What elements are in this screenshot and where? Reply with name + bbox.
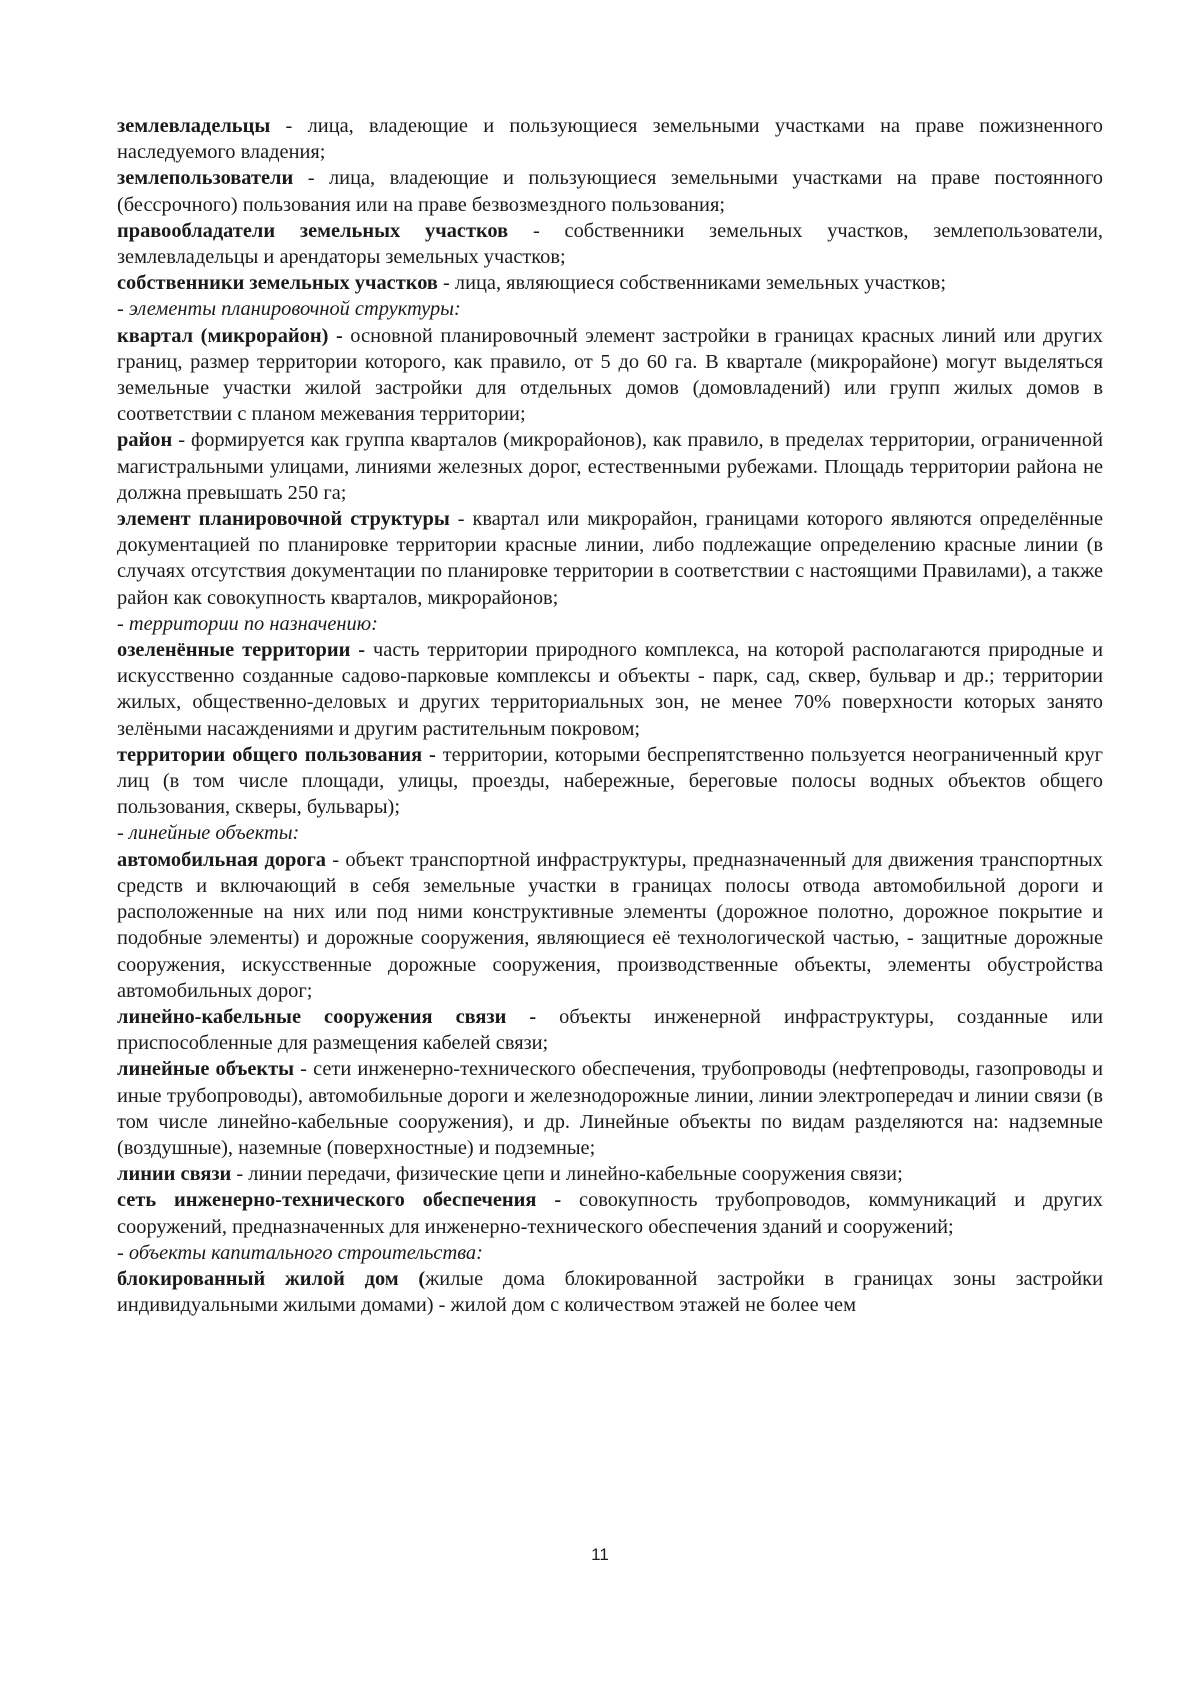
definition-paragraph (117, 270, 1103, 296)
defined-term: линейные объекты (117, 1058, 295, 1081)
document-body (117, 113, 1103, 1318)
defined-term: землепользователи (117, 167, 294, 190)
definition-text: - лица, владеющие и пользующиеся земельными участками на праве пожизненного наследуемого владения; (117, 115, 1103, 164)
definition-paragraph (117, 1004, 1103, 1056)
definition-text: - линии передачи, физические цепи и линейно-кабельные сооружения связи; (231, 1163, 903, 1186)
definition-paragraph (117, 742, 1103, 821)
definition-text: - сети инженерно-технического обеспечения, трубопроводы (нефтепроводы, газопроводы и иные трубопроводы), автомобильные дороги и железнодорожные линии, линии электропередач и линии связи (в том числе линейно-кабельные сооружения), и др. Линейные объекты по видам разделяются на: надземные (воздушные), наземные (поверхностные) и подземные; (117, 1058, 1104, 1159)
definition-paragraph (117, 637, 1103, 742)
section-heading: - территории по назначению: (117, 612, 378, 635)
definition-paragraph (117, 1187, 1103, 1239)
definition-paragraph (117, 427, 1103, 506)
definition-text: совокупность трубопроводов, коммуникаций и других сооружений, предназначенных для инженерно-технического обеспечения зданий и сооружений; (117, 1189, 1103, 1238)
definition-paragraph (117, 1266, 1103, 1318)
definition-paragraph (117, 218, 1103, 270)
definition-text: часть территории природного комплекса, на которой располагаются природные и искусственно созданные садово-парковые комплексы и объекты - парк, сад, сквер, бульвар и др.; территории жилых, общественно-деловых и других территориальных зон, не менее 70% поверхности которых занято зелёными насаждениями и другим растительным покровом; (117, 639, 1103, 740)
defined-term: элемент планировочной структуры (117, 508, 450, 531)
definition-paragraph (117, 113, 1103, 165)
definition-text: - лица, являющиеся собственниками земельных участков; (437, 272, 947, 295)
defined-term: район (117, 429, 173, 452)
definition-paragraph (117, 323, 1103, 428)
definition-text: - собственники земельных участков, землепользователи, землевладельцы и арендаторы земельных участков; (117, 219, 1103, 269)
definition-paragraph (117, 165, 1103, 217)
definition-text: основной планировочный элемент застройки в границах красных линий или других границ, размер территории которого, как правило, от 5 до 60 га. В квартале (микрорайоне) могут выделяться земельные участки жилой застройки для отдельных домов (домовладений) или групп жилых домов в соответствии с планом межевания территории; (117, 324, 1103, 426)
defined-term: автомобильная дорога (117, 848, 327, 871)
defined-term: озеленённые территории - (117, 639, 366, 662)
page-number: 11 (591, 1545, 609, 1564)
defined-term: блокированный жилой дом ( (117, 1267, 426, 1290)
definition-text: - квартал или микрорайон, границами которого являются определённые документацией по планировке территории красные линии, либо подлежащие определению красные линии (в случаях отсутствия документации по планировке территории в соответствии с настоящими Правилами), а также район как совокупность кварталов, микрорайонов; (117, 508, 1103, 609)
definition-text: объекты инженерной инфраструктуры, созданные или приспособленные для размещения кабелей связи; (117, 1005, 1103, 1055)
definition-text: жилые дома блокированной застройки в границах зоны застройки индивидуальными жилыми домами) - жилой дом с количеством этажей не более чем (117, 1267, 1104, 1317)
defined-term: правообладатели земельных участков (117, 219, 509, 242)
defined-term: территории общего пользования - (117, 743, 436, 766)
definition-paragraph (117, 1056, 1103, 1161)
definition-paragraph (117, 847, 1103, 1004)
defined-term: линейно-кабельные сооружения связи - (117, 1005, 537, 1028)
defined-term: сеть инженерно-технического обеспечения - (117, 1189, 562, 1212)
definition-paragraph (117, 506, 1103, 611)
section-heading: - линейные объекты: (117, 822, 300, 845)
definition-text: - лица, владеющие и пользующиеся земельными участками на праве постоянного (бессрочного) пользования или на праве безвозмездного пользования; (117, 167, 1103, 216)
defined-term: квартал (микрорайон) - (117, 324, 343, 347)
section-heading: - элементы планировочной структуры: (117, 298, 461, 321)
definition-text: территории, которыми беспрепятственно пользуется неограниченный круг лиц (в том числе площади, улицы, проезды, набережные, береговые полосы водных объектов общего пользования, скверы, бульвары); (117, 743, 1103, 819)
defined-term: землевладельцы (117, 115, 271, 137)
definition-text: - формируется как группа кварталов (микрорайонов), как правило, в пределах территории, ограниченной магистральными улицами, линиями железных дорог, естественными рубежами. Площадь территории района не должна превышать 250 га; (117, 429, 1103, 504)
definition-paragraph (117, 1161, 1103, 1187)
defined-term: собственники земельных участков (117, 272, 438, 295)
section-heading: - объекты капитального строительства: (117, 1241, 483, 1264)
definition-text: - объект транспортной инфраструктуры, предназначенный для движения транспортных средств и включающий в себя земельные участки в границах полосы отвода автомобильной дороги и расположенные на них или под ними конструктивные элементы (дорожное полотно, дорожное покрытие и подобные элементы) и дорожные сооружения, являющиеся её технологической частью, - защитные дорожные сооружения, искусственные дорожные сооружения, производственные объекты, элементы обустройства автомобильных дорог; (117, 848, 1103, 1002)
defined-term: линии связи (117, 1163, 232, 1186)
